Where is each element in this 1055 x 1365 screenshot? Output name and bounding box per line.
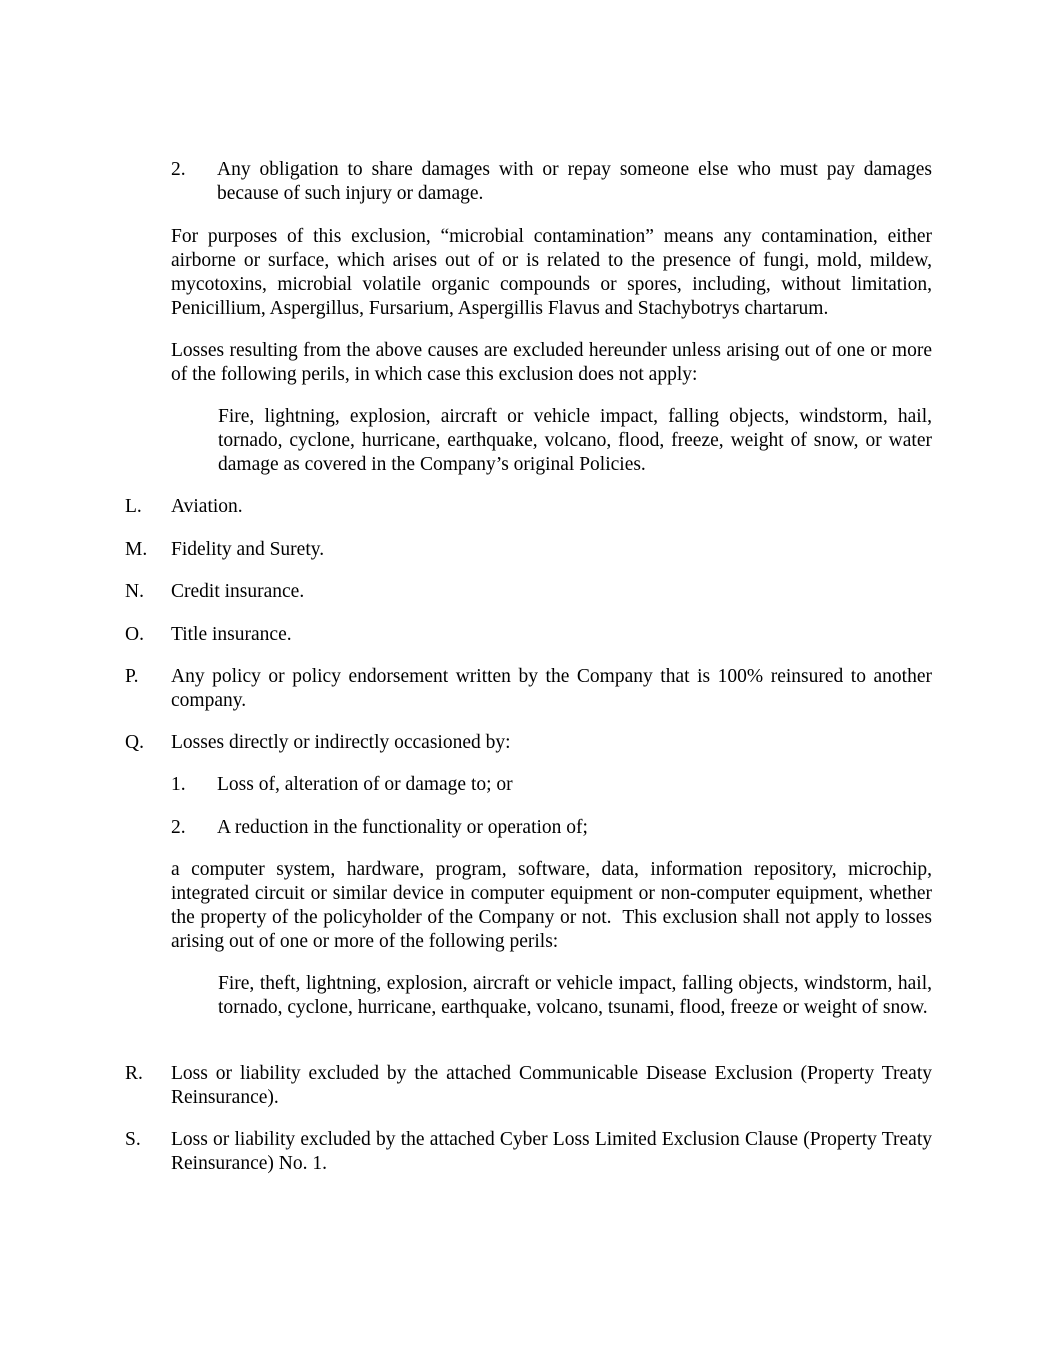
item-text: Credit insurance. xyxy=(171,581,305,602)
item-marker: M. xyxy=(125,539,148,560)
item-marker: R. xyxy=(125,1063,143,1084)
subitem-marker: 2. xyxy=(171,817,186,838)
item-text: Any obligation to share damages with or repay someone else who must pay damages because of such injury or damage. xyxy=(217,159,932,204)
perils-list-paragraph: Fire, theft, lightning, explosion, aircraft or vehicle impact, falling objects, windstorm, hail, tornado, cyclone, hurricane, earthquake, volcano, tsunami, flood, freeze or weight of snow. xyxy=(218,973,932,1018)
item-marker: L. xyxy=(125,496,142,517)
item-marker: 2. xyxy=(171,159,186,180)
item-text: Aviation. xyxy=(171,496,243,517)
item-text: Loss or liability excluded by the attached Communicable Disease Exclusion (Property Treaty Reinsurance). xyxy=(171,1063,932,1108)
item-text: Loss or liability excluded by the attached Cyber Loss Limited Exclusion Clause (Property Treaty Reinsurance) No. 1. xyxy=(171,1129,932,1174)
subitem-text: A reduction in the functionality or operation of; xyxy=(217,817,588,838)
item-text: Fidelity and Surety. xyxy=(171,539,325,560)
perils-list-paragraph: Fire, lightning, explosion, aircraft or vehicle impact, falling objects, windstorm, hail, tornado, cyclone, hurricane, earthquake, volcano, flood, freeze, weight of snow, or water damage as covered in the Company’s original Policies. xyxy=(218,406,932,475)
subitem-text: Loss of, alteration of or damage to; or xyxy=(217,774,513,795)
item-text: Title insurance. xyxy=(171,624,292,645)
item-marker: N. xyxy=(125,581,144,602)
computer-system-paragraph: a computer system, hardware, program, software, data, information repository, microchip, integrated circuit or similar device in computer equipment or non-computer equipment, whether the property of the policyholder of the Company or not. This exclusion shall not apply to losses arising out of one or more of the following perils: xyxy=(171,859,937,952)
losses-resulting-paragraph: Losses resulting from the above causes are excluded hereunder unless arising out of one or more of the following perils, in which case this exclusion does not apply: xyxy=(171,340,932,385)
item-marker: S. xyxy=(125,1129,141,1150)
microbial-definition-paragraph: For purposes of this exclusion, “microbial contamination” means any contamination, either airborne or surface, which arises out of or is related to the presence of fungi, mold, mildew, mycotoxins, microbial volatile organic compounds or spores, including, without limitation, Penicillium, Aspergillus, Fursarium, Aspergillis Flavus and Stachybotrys chartarum. xyxy=(171,226,932,319)
item-marker: O. xyxy=(125,624,144,645)
item-text: Any policy or policy endorsement written by the Company that is 100% reinsured to another company. xyxy=(171,666,932,711)
item-marker: P. xyxy=(125,666,139,687)
subitem-marker: 1. xyxy=(171,774,186,795)
item-text: Losses directly or indirectly occasioned by: xyxy=(171,732,511,753)
item-marker: Q. xyxy=(125,732,144,753)
